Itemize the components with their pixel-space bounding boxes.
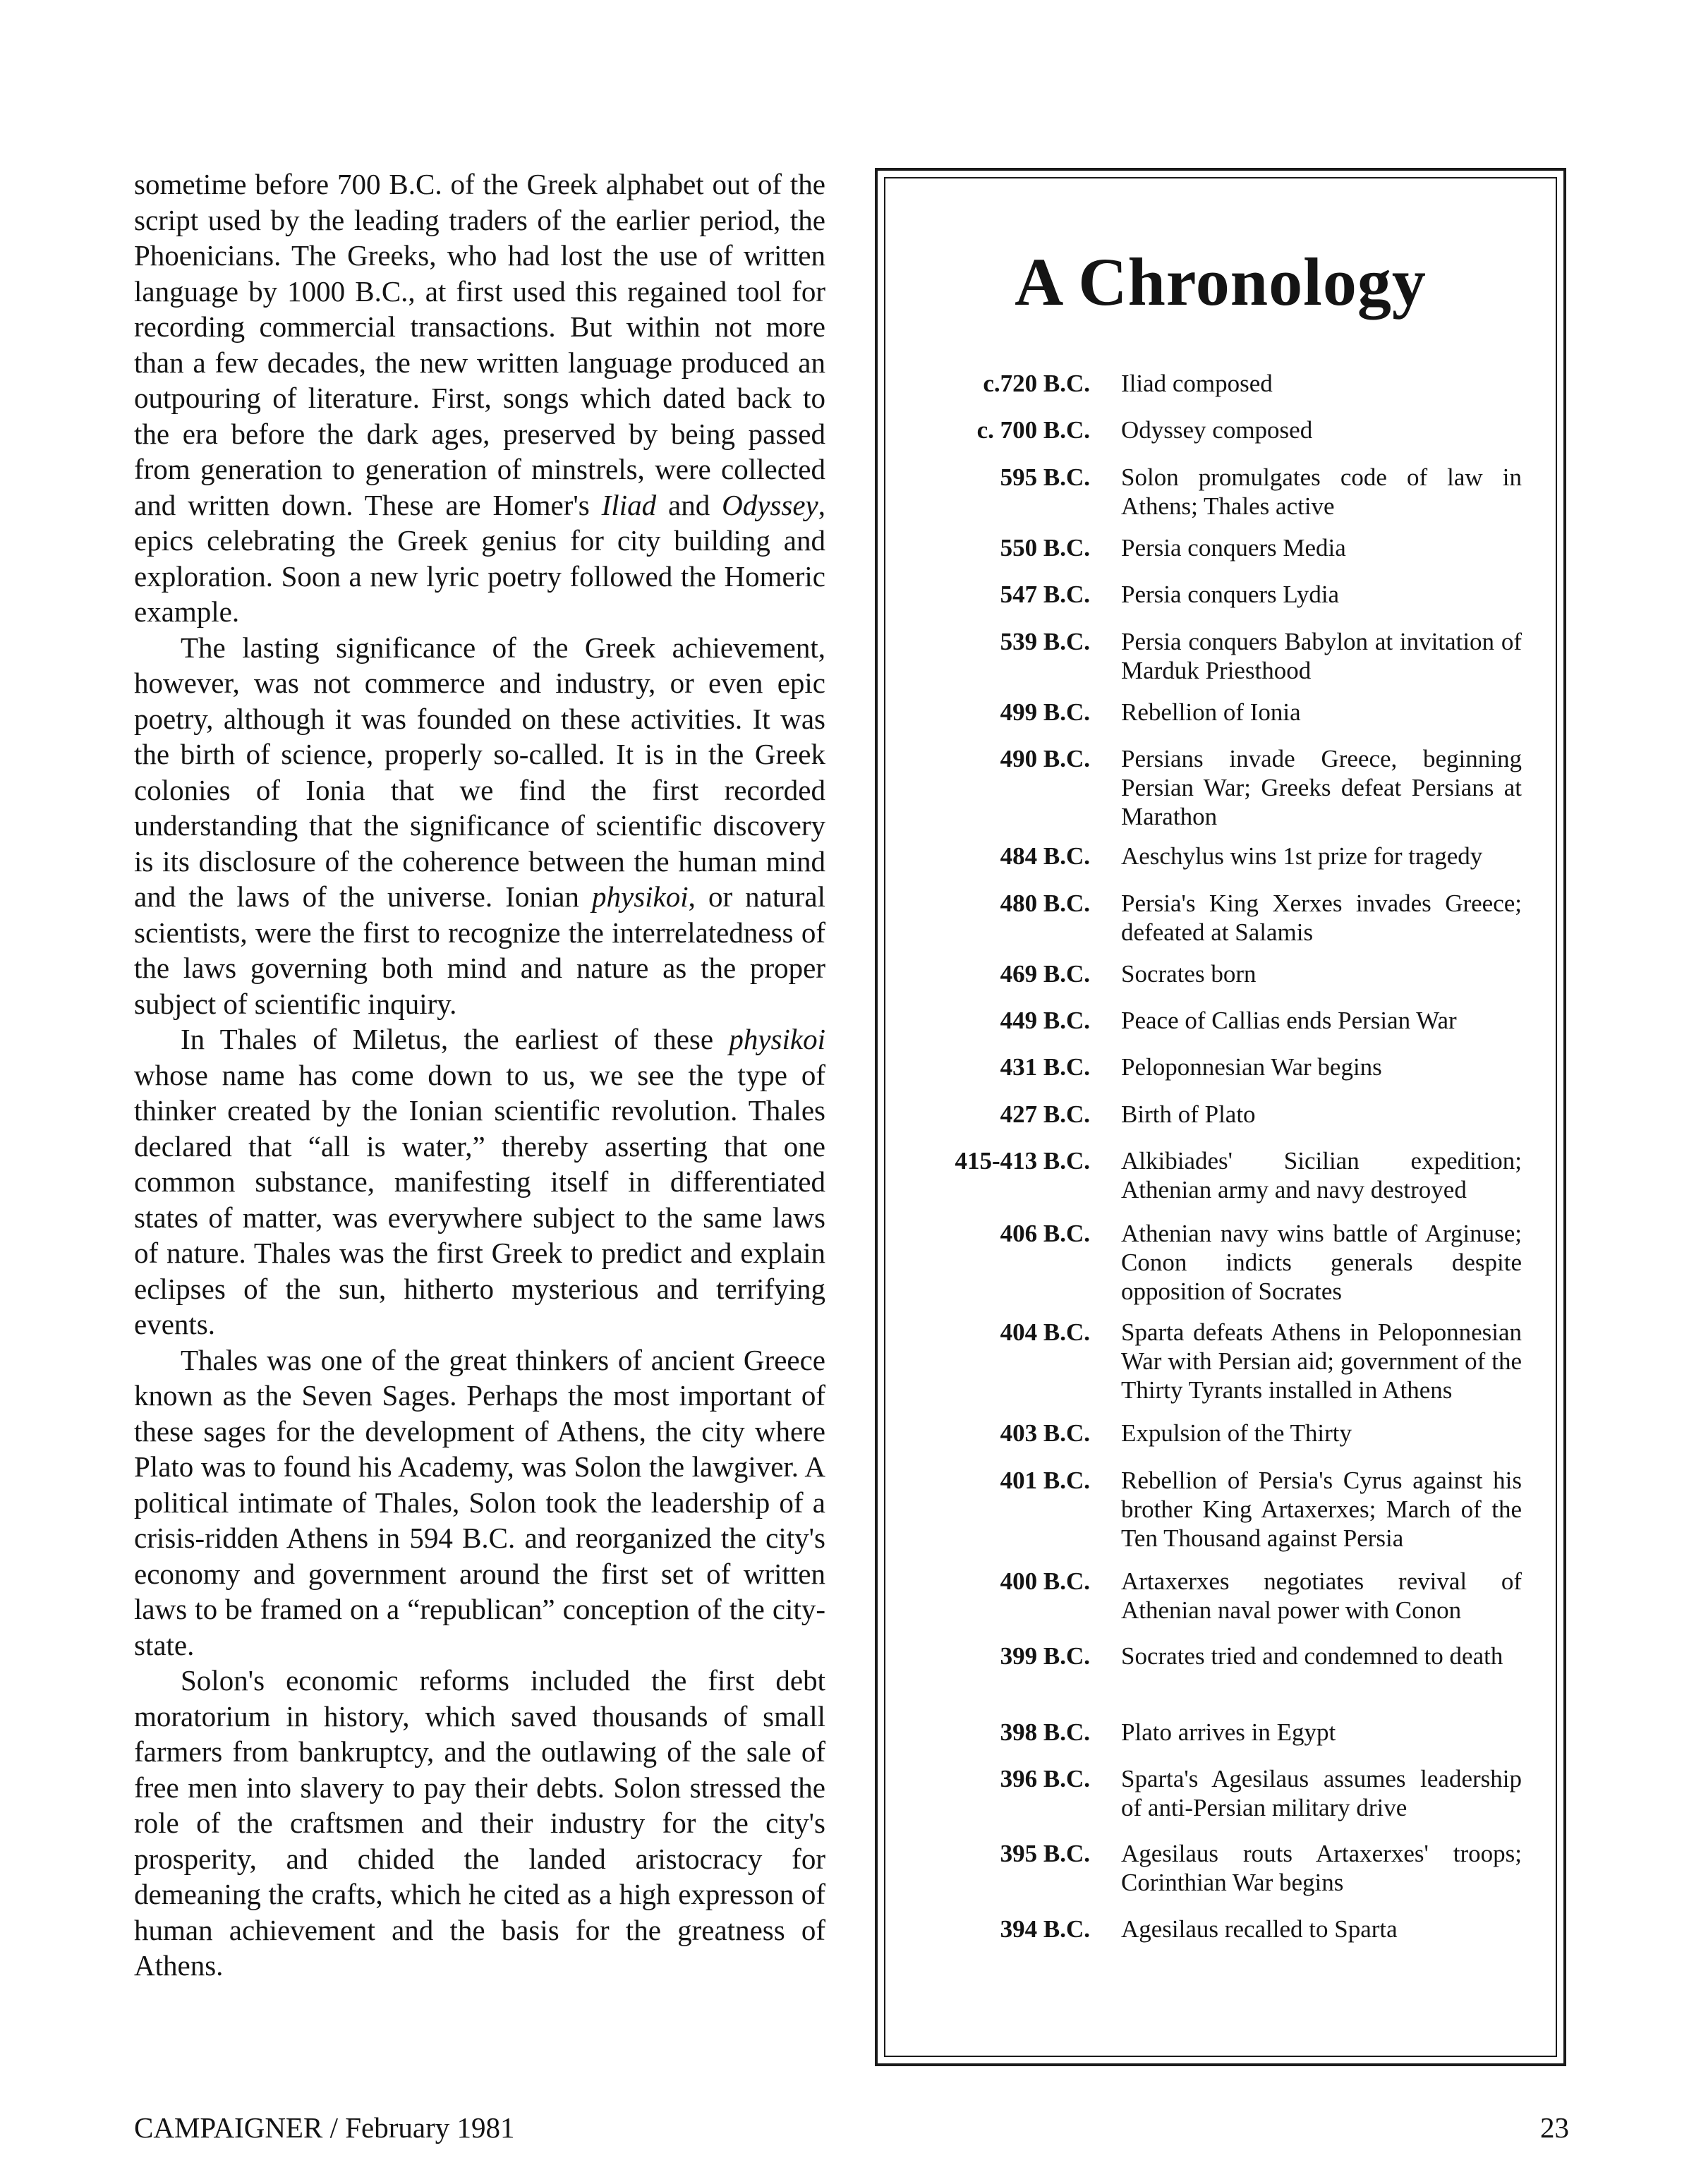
article-paragraph: In Thales of Miletus, the earliest of these physikoi whose name has come down to us, we see the type of thinker created by the Ionian scientific revolution. Thales declared that “all is water,” thereby asserting that one common substance, manifesting itself in differentiated states of matter, was everywhere subject to the same laws of nature. Thales was the first Greek to predict and explain eclipses of the sun, hitherto mysterious and terrifying events.: [134, 1023, 825, 1340]
page-number: 23: [1540, 2111, 1569, 2144]
chronology-date: 415-413 B.C.: [955, 1147, 1090, 1175]
chronology-date: 427 B.C.: [1000, 1100, 1090, 1128]
chronology-event: Birth of Plato: [1121, 1100, 1256, 1128]
chronology-event: Persia conquers Lydia: [1121, 581, 1340, 608]
chronology-date: 431 B.C.: [1000, 1053, 1090, 1081]
article-paragraph: Solon's economic reforms included the first debt moratorium in history, which saved thousands of small farmers from bankruptcy, and the outlawing of the sale of free men into slavery to pay their debts. Solon stressed the role of the craftsmen and their industry for the city's prosperity, and chided the landed aristocracy for demeaning the crafts, which he cited as a high expresson of human achievement and the basis for the greatness of Athens.: [134, 1664, 825, 1982]
chronology-date: 406 B.C.: [1000, 1220, 1090, 1247]
chronology-event: Peloponnesian War begins: [1121, 1053, 1382, 1081]
chronology-date: 595 B.C.: [1000, 463, 1090, 491]
article-paragraph: sometime before 700 B.C. of the Greek alphabet out of the script used by the leading traders of the earlier period, the Phoenicians. The Greeks, who had lost the use of written language by 1000 B.C., at first used this regained tool for recording commercial transactions. But within not more than a few decades, the new written language produced an outpouring of literature. First, songs which dated back to the era before the dark ages, preserved by being passed from generation to generation of minstrels, were collected and written down. These are Homer's Iliad and Odyssey, epics celebrating the Greek genius for city building and exploration. Soon a new lyric poetry followed the Homeric example.: [134, 168, 825, 628]
chronology-event: Persia conquers Babylon at invitation of Marduk Priesthood: [1121, 628, 1522, 684]
chronology-date: 395 B.C.: [1000, 1840, 1090, 1867]
chronology-event: Agesilaus routs Artaxerxes' troops; Corinthian War begins: [1121, 1840, 1522, 1896]
chronology-date: 547 B.C.: [1000, 581, 1090, 608]
italic-term: Odyssey: [722, 488, 818, 521]
chronology-date: 403 B.C.: [1000, 1419, 1090, 1447]
chronology-event: Athenian navy wins battle of Arginuse; Conon indicts generals despite opposition of Socrates: [1121, 1220, 1522, 1305]
footer-publication: CAMPAIGNER / February 1981: [134, 2111, 515, 2144]
italic-term: physikoi: [729, 1023, 825, 1055]
chronology-date: 400 B.C.: [1000, 1567, 1090, 1595]
article-body: [134, 166, 825, 1984]
chronology-sidebar: [875, 168, 1566, 2066]
chronology-date: 394 B.C.: [1000, 1915, 1090, 1943]
italic-term: physikoi: [592, 880, 689, 913]
chronology-event: Socrates born: [1121, 960, 1257, 988]
chronology-event: Sparta's Agesilaus assumes leadership of anti-Persian military drive: [1121, 1765, 1522, 1821]
chronology-event: Rebellion of Persia's Cyrus against his brother King Artaxerxes; March of the Ten Thousand against Persia: [1121, 1467, 1522, 1552]
chronology-date: 449 B.C.: [1000, 1007, 1090, 1034]
article-paragraph: The lasting significance of the Greek achievement, however, was not commerce and industry, or even epic poetry, although it was founded on these activities. It was the birth of science, properly so-called. It is in the Greek colonies of Ionia that we find the first recorded understanding that the significance of scientific discovery is its disclosure of the coherence between the human mind and the laws of the universe. Ionian physikoi, or natural scientists, were the first to recognize the interrelatedness of the laws governing both mind and nature as the proper subject of scientific inquiry.: [134, 631, 825, 1020]
chronology-date: 404 B.C.: [1000, 1318, 1090, 1346]
chronology-event: Solon promulgates code of law in Athens; Thales active: [1121, 463, 1522, 520]
chronology-date: 401 B.C.: [1000, 1467, 1090, 1494]
chronology-event: Artaxerxes negotiates revival of Athenian naval power with Conon: [1121, 1567, 1522, 1624]
chronology-event: Peace of Callias ends Persian War: [1121, 1007, 1457, 1034]
chronology-date: c.720 B.C.: [983, 370, 1090, 397]
chronology-event: Odyssey composed: [1121, 416, 1313, 444]
chronology-date: 480 B.C.: [1000, 890, 1090, 917]
chronology-date: 396 B.C.: [1000, 1765, 1090, 1792]
chronology-event: Expulsion of the Thirty: [1121, 1419, 1352, 1447]
chronology-title: A Chronology: [1015, 244, 1427, 320]
chronology-event: Agesilaus recalled to Sparta: [1121, 1915, 1398, 1943]
italic-term: Iliad: [601, 488, 657, 521]
article-paragraph: Thales was one of the great thinkers of ancient Greece known as the Seven Sages. Perhaps the most important of these sages for the development of Athens, the city where Plato was to found his Academy, was Solon the lawgiver. A political intimate of Thales, Solon took the leadership of a crisis-ridden Athens in 594 B.C. and reorganized the city's economy and government around the first set of written laws to be framed on a “republican” conception of the city-state.: [134, 1343, 825, 1661]
chronology-event: Plato arrives in Egypt: [1121, 1718, 1336, 1746]
chronology-event: Persia's King Xerxes invades Greece; defeated at Salamis: [1121, 890, 1522, 946]
chronology-date: 398 B.C.: [1000, 1718, 1090, 1746]
chronology-date: c. 700 B.C.: [976, 416, 1090, 444]
chronology-date: 399 B.C.: [1000, 1642, 1090, 1670]
chronology-event: Aeschylus wins 1st prize for tragedy: [1121, 842, 1483, 870]
chronology-date: 539 B.C.: [1000, 628, 1090, 655]
chronology-event: Sparta defeats Athens in Peloponnesian War with Persian aid; government of the Thirty Tyrants installed in Athens: [1121, 1318, 1522, 1404]
chronology-date: 550 B.C.: [1000, 534, 1090, 562]
chronology-date: 484 B.C.: [1000, 842, 1090, 870]
chronology-event: Iliad composed: [1121, 370, 1273, 397]
chronology-event: Persians invade Greece, beginning Persian War; Greeks defeat Persians at Marathon: [1121, 745, 1522, 830]
chronology-date: 499 B.C.: [1000, 698, 1090, 726]
chronology-date: 490 B.C.: [1000, 745, 1090, 772]
chronology-event: Rebellion of Ionia: [1121, 698, 1301, 726]
chronology-inner-border: [884, 177, 1557, 2057]
chronology-event: Socrates tried and condemned to death: [1121, 1642, 1503, 1670]
chronology-event: Persia conquers Media: [1121, 534, 1346, 562]
chronology-date: 469 B.C.: [1000, 960, 1090, 988]
chronology-event: Alkibiades' Sicilian expedition; Athenian army and navy destroyed: [1121, 1147, 1522, 1203]
